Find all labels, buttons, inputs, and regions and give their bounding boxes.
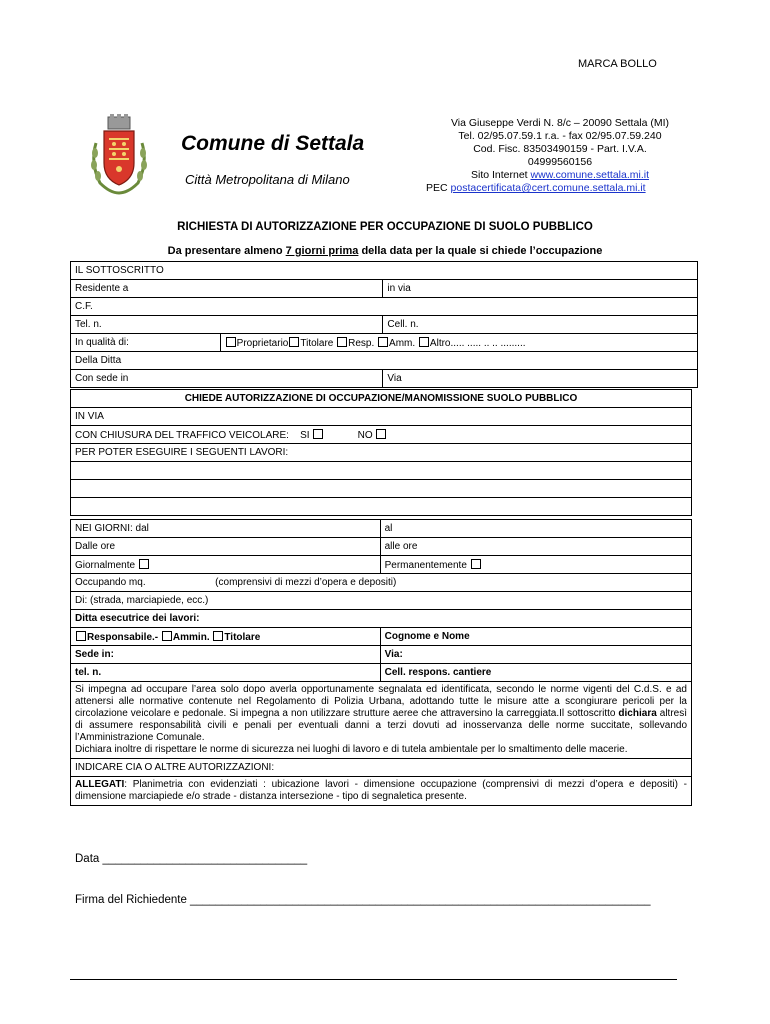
pec-link[interactable]: postacertificata@cert.comune.settala.mi.it <box>450 182 646 194</box>
ammin-label: Ammin. <box>172 631 210 643</box>
phone-line: Tel. 02/95.07.59.1 r.a. - fax 02/95.07.59.240 <box>458 130 662 142</box>
no-checkbox[interactable] <box>376 429 386 439</box>
giorni-al-field[interactable]: al <box>380 520 691 538</box>
giornalmente-checkbox[interactable] <box>139 559 149 569</box>
giornalmente-row <box>71 556 381 574</box>
dalle-ore-field[interactable]: Dalle ore <box>71 538 381 556</box>
website-line <box>420 169 700 182</box>
impegno-dichiara: dichiara <box>618 708 657 719</box>
subtitle-text: Da presentare almeno <box>167 245 286 257</box>
cell-cantiere-field[interactable]: Cell. respons. cantiere <box>380 664 691 682</box>
address-line: Via Giuseppe Verdi N. 8/c – 20090 Settala (MI) <box>450 117 670 129</box>
giorni-dal-field[interactable]: NEI GIORNI: dal <box>71 520 381 538</box>
lavori-label: PER POTER ESEGUIRE I SEGUENTI LAVORI: <box>71 444 692 462</box>
footer-divider <box>70 979 677 980</box>
altro-checkbox[interactable] <box>419 337 429 347</box>
data-signature-line[interactable]: Data ________________________________ <box>75 853 308 865</box>
qualita-options <box>220 334 697 352</box>
lavori-line[interactable] <box>71 462 692 480</box>
titolare-esec-checkbox[interactable] <box>213 631 223 641</box>
vat-number-line: 04999560156 <box>527 156 593 168</box>
permanentemente-label: Permanentemente <box>384 559 467 571</box>
impegno-text-2: altresì di assumere responsabilità civili e penali per eventuali danni a terzi dovuti ad inosservanza delle norme succitate, sollevando l’Amministrazione Comunale. <box>75 708 687 743</box>
comprensivi-note: (comprensivi di mezzi d’opera e depositi) <box>215 577 397 588</box>
residente-via-field[interactable]: in via <box>383 280 698 298</box>
sottoscritto-field[interactable]: IL SOTTOSCRITTO <box>71 262 698 280</box>
chiusura-label: CON CHIUSURA DEL TRAFFICO VEICOLARE: <box>75 429 289 441</box>
sede-via-field[interactable]: Via <box>383 370 698 388</box>
occupando-row[interactable] <box>71 574 692 592</box>
form-title: RICHIESTA DI AUTORIZZAZIONE PER OCCUPAZIONE DI SUOLO PUBBLICO <box>177 221 593 233</box>
ammin-checkbox[interactable] <box>162 631 172 641</box>
alle-ore-field[interactable]: alle ore <box>380 538 691 556</box>
no-label: NO <box>357 429 373 441</box>
lavori-line[interactable] <box>71 498 692 516</box>
website-link[interactable]: www.comune.settala.mi.it <box>530 169 649 181</box>
impegno-text-3: Dichiara inoltre di rispettare le norme di sicurezza nei luoghi di lavoro e di tutela ambientale per lo smaltimento delle macerie. <box>75 744 628 755</box>
titolare-checkbox[interactable] <box>289 337 299 347</box>
proprietario-checkbox[interactable] <box>226 337 236 347</box>
fiscal-code-line: Cod. Fisc. 83503490159 - Part. I.V.A. <box>473 143 647 155</box>
altro-label: Altro..... ..... .. .. ......... <box>429 337 526 349</box>
ditta-field[interactable]: Della Ditta <box>71 352 698 370</box>
website-label: Sito Internet <box>470 169 528 181</box>
marca-bollo: MARCA BOLLO <box>578 58 657 70</box>
permanentemente-row <box>380 556 691 574</box>
giornalmente-label: Giornalmente <box>75 559 136 571</box>
form-subtitle <box>0 245 770 257</box>
firma-signature-line[interactable]: Firma del Richiedente ________________________________________________________________________ <box>75 894 651 906</box>
subtitle-deadline: 7 giorni prima <box>285 245 359 257</box>
lavori-line[interactable] <box>71 480 692 498</box>
allegati-paragraph <box>71 777 692 806</box>
request-table <box>70 389 692 516</box>
occupazione-via-field[interactable]: IN VIA <box>71 408 692 426</box>
chiusura-traffico-row <box>71 426 692 444</box>
responsabile-label: Responsabile.- <box>87 631 159 643</box>
sede-esec-field[interactable]: Sede in: <box>71 646 381 664</box>
residente-field[interactable]: Residente a <box>71 280 383 298</box>
resp-label: Resp. <box>348 337 375 349</box>
pec-line <box>420 182 700 195</box>
si-checkbox[interactable] <box>313 429 323 439</box>
applicant-table <box>70 261 698 388</box>
impegno-paragraph <box>71 682 692 759</box>
details-table <box>70 519 692 806</box>
via-esec-field[interactable]: Via: <box>380 646 691 664</box>
si-label: SI <box>300 429 310 441</box>
ruolo-options <box>71 628 381 646</box>
subtitle-text-end: della data per la quale si chiede l’occupazione <box>358 245 603 257</box>
pec-label: PEC <box>426 182 448 194</box>
amm-checkbox[interactable] <box>378 337 388 347</box>
ditta-esecutrice-label: Ditta esecutrice dei lavori: <box>71 610 692 628</box>
di-field[interactable]: Di: (strada, marciapiede, ecc.) <box>71 592 692 610</box>
titolare-label: Titolare <box>300 337 334 349</box>
autorizzazioni-field[interactable]: INDICARE CIA O ALTRE AUTORIZZAZIONI: <box>71 759 692 777</box>
sede-field[interactable]: Con sede in <box>71 370 383 388</box>
proprietario-label: Proprietario <box>236 337 289 349</box>
comune-subtitle: Città Metropolitana di Milano <box>185 172 350 187</box>
tel-field[interactable]: Tel. n. <box>71 316 383 334</box>
cognome-nome-field[interactable]: Cognome e Nome <box>380 628 691 646</box>
permanentemente-checkbox[interactable] <box>471 559 481 569</box>
responsabile-checkbox[interactable] <box>76 631 86 641</box>
occupando-label: Occupando mq. <box>75 577 146 588</box>
cell-field[interactable]: Cell. n. <box>383 316 698 334</box>
resp-checkbox[interactable] <box>337 337 347 347</box>
comune-crest-logo <box>88 113 150 195</box>
allegati-label: ALLEGATI <box>75 779 125 790</box>
amm-label: Amm. <box>389 337 416 349</box>
section-heading-request: CHIEDE AUTORIZZAZIONE DI OCCUPAZIONE/MANOMISSIONE SUOLO PUBBLICO <box>71 390 692 408</box>
codice-fiscale-field[interactable]: C.F. <box>71 298 698 316</box>
comune-address-block <box>420 117 700 195</box>
impegno-text: Si impegna ad occupare l’area solo dopo averla opportunamente segnalata ed identificata, secondo le norme vigenti del C.d.S. e ad attenersi alle normative contenute nel Regolamento di Polizia Urbana, adottando tutte le misure atte a scongiurare pericoli per la circolazione veicolare e pedonale. Si impegna a non utilizzare strutture aeree che attraversino la carreggiata.Il sottoscritto <box>75 684 687 719</box>
allegati-text: : Planimetria con evidenziati : ubicazione lavori - dimensione occupazione (comprensivi di mezzi d’opera e depositi) - dimensione marciapiede e/o strade - distanza intersezione - tipo di segnaletica presente. <box>75 779 687 802</box>
comune-title: Comune di Settala <box>181 132 365 155</box>
qualita-label: In qualità di: <box>71 334 221 352</box>
titolare-esec-label: Titolare <box>224 631 261 643</box>
tel-esec-field[interactable]: tel. n. <box>71 664 381 682</box>
